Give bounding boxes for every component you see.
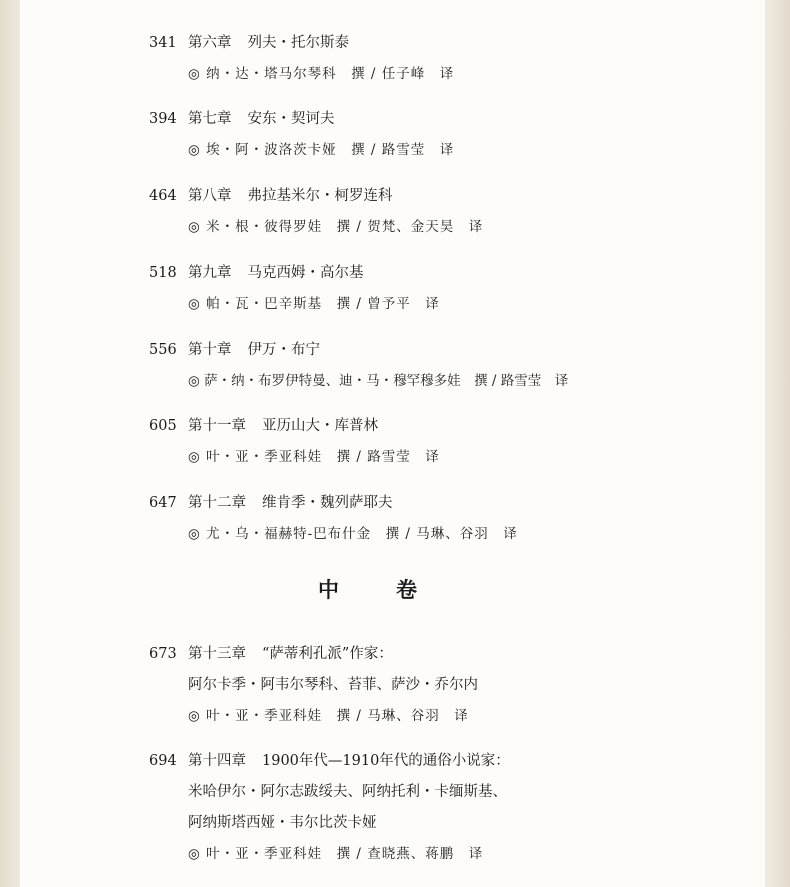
chapter-title: 伊万・布宁 [247,342,320,358]
page-number: 341 [149,35,177,51]
chapter-credit: ◎ 帕・瓦・巴辛斯基 撰 / 曾予平 译 [188,296,440,312]
page-number: 673 [149,646,177,662]
page-edge-left [0,0,20,887]
chapter-number: 第七章 [188,111,232,127]
chapter-title: 维肯季・魏列萨耶夫 [262,495,393,511]
toc-entry [149,488,518,550]
toc-entry [149,28,454,90]
chapter-title: “萨蒂利孔派”作家： [262,646,393,662]
chapter-credit: ◎ 叶・亚・季亚科娃 撰 / 查晓燕、蒋鹏 译 [188,846,484,862]
chapter-title: 安东・契诃夫 [247,111,335,127]
chapter-credit: ◎ 埃・阿・波洛茨卡娅 撰 / 路雪莹 译 [188,142,455,158]
toc-entry [149,411,440,473]
chapter-title: 马克西姆・高尔基 [247,265,364,281]
page-number: 647 [149,495,177,511]
chapter-number: 第十三章 [188,646,246,662]
toc-entry [149,258,440,320]
toc-entry [149,104,454,166]
page-number: 394 [149,111,177,127]
toc-entry [149,639,478,732]
toc-entry [149,746,510,870]
chapter-title-continued: 米哈伊尔・阿尔志跋绥夫、阿纳托利・卡缅斯基、 [188,784,507,800]
chapter-credit: ◎ 萨・纳・布罗伊特曼、迪・马・穆罕穆多娃 撰 / 路雪莹 译 [188,373,569,389]
chapter-title-continued: 阿尔卡季・阿韦尔琴科、苔菲、萨沙・乔尔内 [188,677,478,693]
chapter-number: 第十章 [188,342,232,358]
chapter-credit: ◎ 叶・亚・季亚科娃 撰 / 路雪莹 译 [188,449,440,465]
toc-entry [149,181,483,243]
volume-heading: 中 卷 [318,577,435,602]
page-number: 464 [149,188,177,204]
page-edge-right [765,0,790,887]
toc-entry [149,335,568,397]
chapter-title: 弗拉基米尔・柯罗连科 [247,188,393,204]
chapter-number: 第十一章 [188,418,246,434]
chapter-number: 第九章 [188,265,232,281]
page-number: 694 [149,753,177,769]
page-number: 605 [149,418,177,434]
chapter-title: 列夫・托尔斯泰 [247,35,349,51]
chapter-credit: ◎ 尤・乌・福赫特-巴布什金 撰 / 马琳、谷羽 译 [188,526,518,542]
chapter-credit: ◎ 米・根・彼得罗娃 撰 / 贺梵、金天昊 译 [188,219,484,235]
chapter-number: 第八章 [188,188,232,204]
chapter-title: 亚历山大・库普林 [262,418,378,434]
chapter-number: 第十四章 [188,753,246,769]
page-number: 556 [149,342,177,358]
chapter-title: 1900年代—1910年代的通俗小说家： [262,753,510,769]
chapter-credit: ◎ 叶・亚・季亚科娃 撰 / 马琳、谷羽 译 [188,708,469,724]
page-number: 518 [149,265,177,281]
chapter-credit: ◎ 纳・达・塔马尔琴科 撰 / 任子峰 译 [188,66,455,82]
chapter-title-continued: 阿纳斯塔西娅・韦尔比茨卡娅 [188,815,377,831]
chapter-number: 第十二章 [188,495,246,511]
chapter-number: 第六章 [188,35,232,51]
